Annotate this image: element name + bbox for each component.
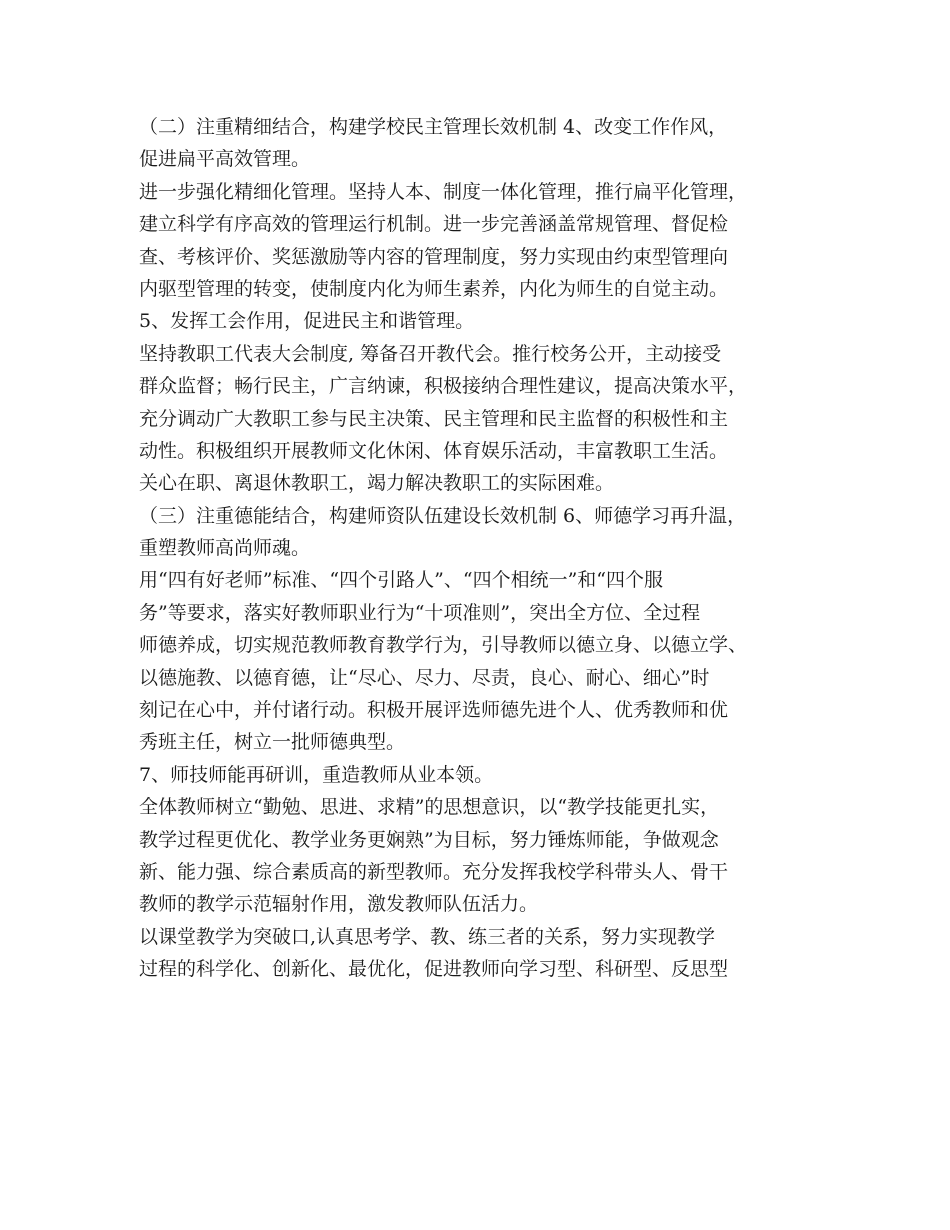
text-line: 群众监督；畅行民主，广言纳谏，积极接纳合理性建议，提高决策水平，: [139, 375, 748, 398]
text-line: 7、师技师能再研训，重造教师从业本领。: [139, 763, 494, 786]
text-line: 建立科学有序高效的管理运行机制。进一步完善涵盖常规管理、督促检: [139, 213, 729, 236]
text-line: 内驱型管理的转变，使制度内化为师生素养，内化为师生的自觉主动。: [139, 277, 729, 300]
text-line: 进一步强化精细化管理。坚持人本、制度一体化管理，推行扁平化管理，: [139, 180, 748, 203]
text-line: 以课堂教学为突破口,认真思考学、教、练三者的关系，努力实现教学: [139, 925, 716, 948]
text-line: 关心在职、离退休教职工，竭力解决教职工的实际困难。: [139, 472, 615, 495]
text-line: 教师的教学示范辐射作用，激发教师队伍活力。: [139, 893, 539, 916]
text-line: 以德施教、以德育德，让“尽心、尽力、尽责，良心、耐心、细心”时: [139, 666, 710, 689]
text-line: 刻记在心中，并付诸行动。积极开展评选师德先进个人、优秀教师和优: [139, 699, 729, 722]
text-line: 用“四有好老师”标准、“四个引路人”、“四个相统一”和“四个服: [139, 569, 663, 592]
text-line: 师德养成，切实规范教师教育教学行为，引导教师以德立身、以德立学、: [139, 634, 748, 657]
text-line: 充分调动广大教职工参与民主决策、民主管理和民主监督的积极性和主: [139, 407, 729, 430]
text-line: 新、能力强、综合素质高的新型教师。充分发挥我校学科带头人、骨干: [139, 860, 729, 883]
text-line: 动性。积极组织开展教师文化休闲、体育娱乐活动，丰富教职工生活。: [139, 439, 729, 462]
text-line: 全体教师树立“勤勉、思进、求精”的思想意识，以“教学技能更扎实，: [139, 796, 720, 819]
text-line: 教学过程更优化、教学业务更娴熟”为目标，努力锤炼师能，争做观念: [139, 828, 719, 851]
text-line: 5、发挥工会作用，促进民主和谐管理。: [139, 310, 475, 333]
text-line: 促进扁平高效管理。: [139, 148, 311, 171]
text-line: 过程的科学化、创新化、最优化，促进教师向学习型、科研型、反思型: [139, 958, 729, 981]
text-line: 查、考核评价、奖惩激励等内容的管理制度，努力实现由约束型管理向: [139, 245, 729, 268]
text-line: 务”等要求，落实好教师职业行为“十项准则”，突出全方位、全过程: [139, 601, 701, 624]
text-line: （三）注重德能结合，构建师资队伍建设长效机制 6、师德学习再升温，: [139, 504, 747, 527]
text-line: 重塑教师高尚师魂。: [139, 537, 311, 560]
text-line: 秀班主任，树立一批师德典型。: [139, 731, 406, 754]
text-line: 坚持教职工代表大会制度, 筹备召开教代会。推行校务公开，主动接受: [139, 342, 722, 365]
document-body: [139, 111, 829, 986]
text-line: （二）注重精细结合，构建学校民主管理长效机制 4、改变工作作风，: [139, 116, 728, 138]
